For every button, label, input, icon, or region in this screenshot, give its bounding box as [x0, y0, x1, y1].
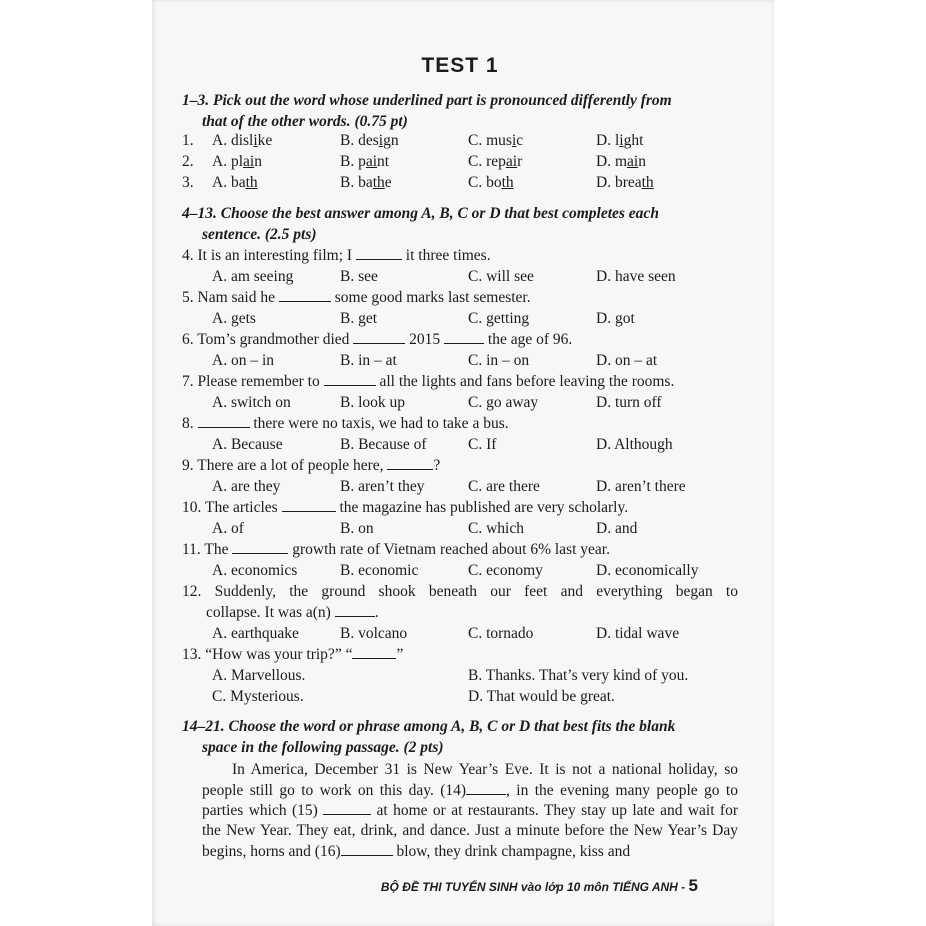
question-8-options: A. Because B. Because of C. If D. Although [212, 436, 673, 453]
question-8: 8. there were no taxis, we had to take a bus. [182, 415, 509, 432]
section-2-instruction: 4–13. Choose the best answer among A, B, C or D that best completes each sentence. (2.5 pts) [182, 205, 659, 243]
option-a: A. dislike [212, 132, 273, 149]
question-13-options-cd: C. Mysterious. D. That would be great. [212, 688, 615, 705]
page-footer: BỘ ĐỀ THI TUYỂN SINH vào lớp 10 môn TIẾNG ANH - 5 [380, 876, 698, 895]
question-7: 7. Please remember to all the lights and fans before leaving the rooms. [182, 373, 675, 390]
question-7-options: A. switch on B. look up C. go away D. turn off [212, 394, 662, 411]
question-4: 4. It is an interesting film; I it three times. [182, 247, 491, 264]
question-4-options: A. am seeing B. see C. will see D. have seen [212, 268, 676, 285]
option-b: B. design [340, 132, 399, 149]
section-3-instruction: 14–21. Choose the word or phrase among A, B, C or D that best fits the blank space in the following passage. (2 pts) [182, 718, 676, 756]
question-12-line1: 12. Suddenly, the ground shook beneath our feet and everything began to [182, 583, 738, 600]
question-12-options: A. earthquake B. volcano C. tornado D. tidal wave [212, 625, 680, 642]
question-2: 2. A. plain B. paint C. repair D. main [182, 153, 646, 170]
question-11: 11. The growth rate of Vietnam reached about 6% last year. [182, 541, 610, 558]
question-5-options: A. gets B. get C. getting D. got [212, 310, 635, 327]
question-10: 10. The articles the magazine has published are very scholarly. [182, 499, 629, 516]
question-10-options: A. of B. on C. which D. and [212, 520, 638, 537]
question-13-options-ab: A. Marvellous. B. Thanks. That’s very kind of you. [212, 667, 689, 684]
question-9-options: A. are they B. aren’t they C. are there D. aren’t there [212, 478, 686, 495]
book-page [152, 0, 774, 926]
question-1: 1. A. dislike B. design C. music D. light [182, 132, 644, 149]
question-5: 5. Nam said he some good marks last semester. [182, 289, 531, 306]
question-13: 13. “How was your trip?” “ ” [182, 646, 404, 663]
reading-passage: In America, December 31 is New Year’s Eve. It is not a national holiday, so people still go to work on this day. (14) , in the evening many people go to parties which (15) at home or at restaurants. They stay up late and wait for the New Year. They eat, drink, and dance. Just a minute before the New Year’s Day begins, horns and (16) blow, they drink champagne, kiss and [202, 761, 738, 860]
option-c: C. music [468, 132, 524, 149]
question-6-options: A. on – in B. in – at C. in – on D. on – at [212, 352, 658, 369]
option-d: D. light [596, 132, 644, 149]
question-9: 9. There are a lot of people here, ? [182, 457, 441, 474]
question-6: 6. Tom’s grandmother died 2015 the age of 96. [182, 331, 573, 348]
test-title: TEST 1 [421, 54, 499, 77]
question-3: 3. A. bath B. bathe C. both D. breath [182, 174, 654, 191]
section-1-instruction: 1–3. Pick out the word whose underlined part is pronounced differently from that of the other words. (0.75 pt) [182, 92, 672, 130]
question-11-options: A. economics B. economic C. economy D. economically [212, 562, 699, 579]
question-12-line2: collapse. It was a(n) . [206, 604, 379, 621]
